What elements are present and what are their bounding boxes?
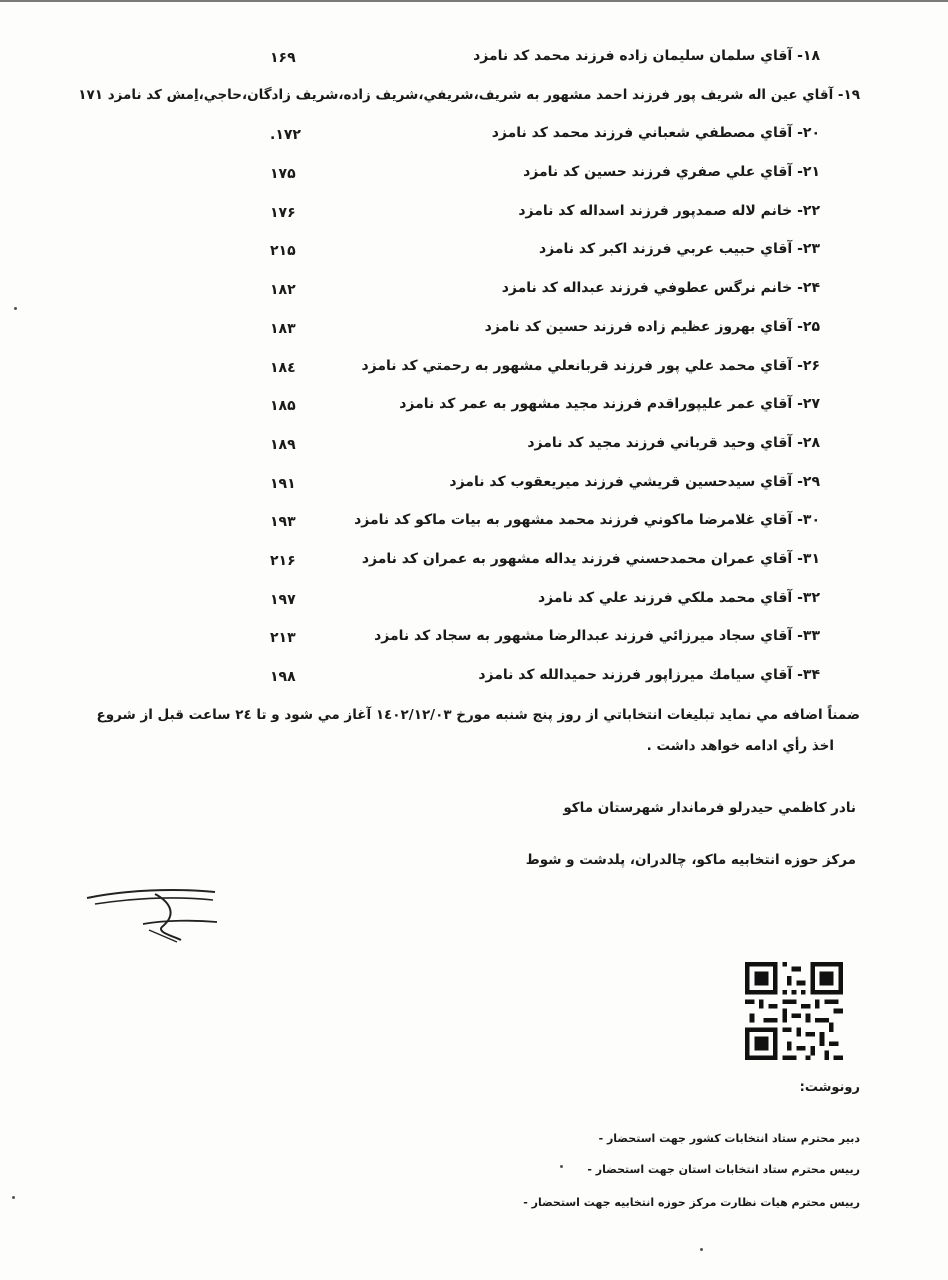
scan-speck [560,1165,563,1168]
scan-speck [700,1248,703,1251]
candidate-code: ۱۸۳ [270,320,296,337]
candidate-code: ۱۹۸ [270,669,296,685]
candidate-row [0,659,948,698]
candidate-code: ۱۸۲ [270,282,296,299]
candidate-row [0,543,948,582]
candidate-row [0,350,948,389]
page-top-edge [0,0,948,2]
candidate-code: ۱۸٤ [270,359,296,376]
scan-speck [12,1196,15,1199]
candidate-code: ۱۷۵ [270,166,296,183]
candidate-code: ۱۸۹ [270,436,296,453]
candidate-text: ۳۲- آقاي محمد ملكي فرزند علي كد نامزد [537,589,820,606]
candidate-row [0,233,948,272]
candidate-code: ۱۹۷ [270,591,296,608]
candidate-text: ۱۹- آقاي عين اله شريف پور فرزند احمد مشهور به شريف،شريفي،شريف زاده،شريف زادگان،حاجي،اِمش كد نامزد ۱۷۱ [78,86,860,103]
candidate-row [0,117,948,156]
candidate-text: ۲۹- آقاي سيدحسين قريشي فرزند ميريعقوب كد نامزد [449,473,820,490]
candidate-row [0,195,948,234]
candidate-code: ۱۶۹ [270,50,296,66]
candidate-code: ۱۷۶ [270,204,296,221]
candidate-text: ۲۶- آقاي محمد علي پور فرزند قربانعلي مشهور به رحمتي كد نامزد [361,357,820,374]
candidate-text: ۲۸- آقاي وحيد قرباني فرزند مجيد كد نامزد [527,434,820,451]
candidate-text: ۳۱- آقاي عمران محمدحسني فرزند يداله مشهور به عمران كد نامزد [361,550,820,567]
campaign-note-line-1: ضمناً اضافه مي نمايد تبليغات انتخاباتي از روز پنج شنبه مورخ ۱٤۰۲/۱۲/۰۳ آغاز مي شود و تا ۲٤ ساعت قبل از شروع [96,707,860,723]
candidate-text: ۲۲- خانم لاله صمدپور فرزند اسداله كد نامزد [518,202,820,219]
candidate-text: ۲۴- خانم نرگس عطوفي فرزند عبداله كد نامزد [501,280,820,297]
candidate-row [0,311,948,350]
candidate-text: ۲۷- آقاي عمر عليپوراقدم فرزند مجيد مشهور به عمر كد نامزد [399,396,820,413]
candidate-row [0,427,948,466]
candidate-text: ۳۳- آقاي سجاد ميرزائي فرزند عبدالرضا مشهور به سجاد كد نامزد [374,628,820,645]
scan-speck [14,307,17,310]
campaign-note-line-2: اخذ رأي ادامه خواهد داشت . [646,738,834,754]
candidate-text: ۳۰- آقاي غلامرضا ماكوني فرزند محمد مشهور به بيات ماكو كد نامزد [354,512,820,529]
candidate-code: ۲۱۶ [270,552,296,569]
candidate-text: ۲۵- آقاي بهروز عظيم زاده فرزند حسين كد نامزد [484,318,820,335]
qr-code [745,962,843,1060]
candidate-code: ۲۱۳ [270,630,296,647]
cc-item: دبير محترم ستاد انتخابات كشور جهت استحضار - [598,1132,860,1145]
candidate-text: ۲۱- آقاي علي صفري فرزند حسين كد نامزد [523,164,820,181]
candidate-text: ۱۸- آقاي سلمان سليمان زاده فرزند محمد كد نامزد [473,48,820,64]
candidate-row [0,156,948,195]
candidate-text: ۲۰- آقاي مصطفي شعباني فرزند محمد كد نامزد [491,125,820,142]
candidate-text: ۲۳- آقاي حبيب عربي فرزند اكبر كد نامزد [538,241,820,258]
candidate-text: ۳۴- آقاي سيامك ميرزاپور فرزند حميدالله كد نامزد [478,667,820,683]
candidate-row [0,582,948,621]
candidate-list [0,40,948,698]
cc-title: رونوشت: [799,1080,860,1095]
handwritten-signature [85,880,225,950]
candidate-code: ۱۹۱ [270,475,296,492]
candidate-code: ۱۷۲. [270,127,301,144]
candidate-row [0,504,948,543]
candidate-row [0,272,948,311]
candidate-code: ۱۹۳ [270,514,296,531]
signatory-name: نادر كاظمي حيدرلو فرماندار شهرستان ماكو [563,800,856,816]
candidate-row [0,388,948,427]
cc-item: رييس محترم هيات نظارت مركز حوزه انتخابيه جهت استحضار - [523,1196,860,1209]
candidate-row [0,466,948,505]
candidate-code: ۲۱۵ [270,243,296,260]
candidate-row [0,620,948,659]
cc-item: رييس محترم ستاد انتخابات استان جهت استحضار - [587,1163,860,1176]
candidate-row [0,40,948,79]
candidate-row [0,79,948,118]
candidate-code: ۱۸۵ [270,398,296,415]
signatory-area: مركز حوزه انتخابيه ماكو، چالدران، پلدشت و شوط [525,852,856,868]
